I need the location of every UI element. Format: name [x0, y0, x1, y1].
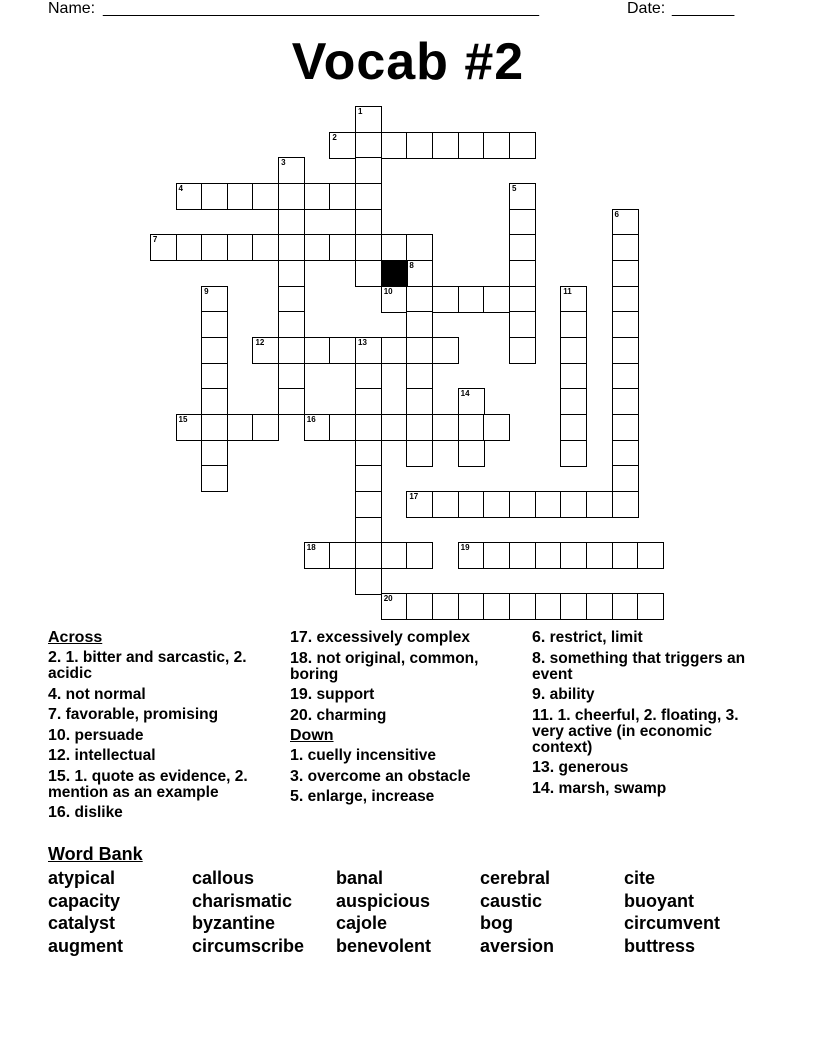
clue-text: 1. quote as evidence, 2. mention as an example	[48, 767, 248, 801]
crossword-cell[interactable]	[201, 183, 228, 210]
crossword-cell[interactable]	[432, 337, 459, 364]
clue-number: 9	[204, 286, 209, 296]
crossword-cell[interactable]	[406, 542, 433, 569]
down-heading: Down	[290, 727, 334, 744]
crossword-cell[interactable]	[406, 234, 433, 261]
crossword-cell[interactable]	[509, 542, 536, 569]
clue-column-1	[48, 630, 283, 826]
clue-number: 8	[409, 261, 414, 270]
crossword-cell[interactable]	[560, 311, 587, 338]
crossword-cell[interactable]	[355, 388, 382, 415]
crossword-cell[interactable]	[586, 542, 613, 569]
crossword-cell[interactable]	[329, 183, 356, 210]
crossword-cell[interactable]	[355, 106, 382, 133]
crossword-cell[interactable]	[355, 568, 382, 595]
clue-text: generous	[554, 759, 629, 776]
crossword-cell[interactable]	[355, 542, 382, 569]
crossword-cell[interactable]	[612, 209, 639, 236]
crossword-cell[interactable]	[432, 132, 459, 159]
crossword-cell[interactable]	[432, 593, 459, 620]
crossword-cell[interactable]	[278, 311, 305, 338]
clue-item	[290, 687, 520, 703]
crossword-cell[interactable]	[278, 260, 305, 287]
crossword-cell[interactable]	[458, 388, 485, 415]
crossword-cell[interactable]	[509, 234, 536, 261]
crossword-cell[interactable]	[304, 183, 331, 210]
clue-column-3	[532, 630, 772, 801]
clue-number: 1.	[290, 747, 304, 764]
clue-item	[532, 630, 772, 646]
clue-number: 19.	[290, 686, 313, 703]
crossword-cell[interactable]	[612, 311, 639, 338]
clue-item	[48, 805, 283, 821]
name-label: Name:	[48, 0, 96, 17]
word-bank-item: auspicious	[336, 890, 431, 911]
crossword-cell[interactable]	[329, 132, 356, 159]
crossword-cell[interactable]	[458, 132, 485, 159]
clue-number: 10.	[48, 726, 71, 744]
crossword-cell[interactable]	[483, 491, 510, 518]
word-bank-item: cerebral	[480, 868, 551, 888]
clue-text: persuade	[70, 726, 144, 744]
crossword-cell[interactable]	[355, 132, 382, 159]
clue-number: 4.	[48, 685, 62, 703]
clue-number: 13.	[532, 759, 555, 776]
crossword-cell[interactable]	[612, 337, 639, 364]
crossword-cell[interactable]	[560, 286, 587, 313]
clue-number: 7	[152, 235, 158, 245]
clue-item	[290, 708, 520, 724]
clue-item	[532, 708, 772, 756]
clue-number: 17.	[290, 629, 313, 646]
crossword-cell[interactable]	[227, 414, 254, 441]
crossword-cell[interactable]	[483, 414, 510, 441]
crossword-cell[interactable]	[432, 286, 459, 313]
crossword-cell[interactable]	[406, 414, 433, 441]
crossword-cell[interactable]	[535, 542, 562, 569]
crossword-cell[interactable]	[252, 183, 279, 210]
crossword-cell[interactable]	[612, 491, 639, 518]
crossword-cell[interactable]	[509, 183, 536, 210]
clue-number: 18.	[290, 649, 313, 667]
word-bank-item: cajole	[336, 913, 388, 934]
crossword-cell[interactable]	[304, 234, 331, 261]
clue-item	[532, 781, 772, 797]
across-heading: Across	[48, 629, 103, 646]
crossword-cell[interactable]	[278, 157, 305, 184]
clue-text: dislike	[70, 804, 123, 821]
clue-number: 1	[358, 107, 363, 117]
crossword-cell[interactable]	[432, 491, 459, 518]
crossword-cell[interactable]	[176, 234, 203, 261]
crossword-cell[interactable]	[201, 363, 228, 390]
word-bank-item: circumscribe	[192, 936, 305, 957]
clue-number: 4	[178, 184, 183, 194]
crossword-cell[interactable]	[483, 286, 510, 313]
clue-number: 12	[255, 337, 265, 347]
crossword-cell[interactable]	[355, 414, 382, 441]
crossword-cell[interactable]	[355, 209, 382, 236]
crossword-cell[interactable]	[483, 132, 510, 159]
word-bank-item: capacity	[48, 890, 121, 911]
crossword-cell[interactable]	[560, 593, 587, 620]
crossword-cell[interactable]	[432, 414, 459, 441]
word-bank-item: byzantine	[192, 913, 276, 934]
crossword-cell[interactable]	[278, 388, 305, 415]
clue-number: 20	[383, 594, 393, 604]
crossword-cell[interactable]	[304, 337, 331, 364]
word-bank-item: benevolent	[336, 936, 432, 957]
crossword-cell[interactable]	[252, 234, 279, 261]
word-bank-item: banal	[336, 868, 384, 888]
clue-text: intellectual	[70, 747, 156, 764]
crossword-cell[interactable]	[278, 234, 305, 261]
across-clue-list	[48, 650, 283, 821]
crossword-cell[interactable]	[586, 491, 613, 518]
clue-number: 6	[614, 209, 619, 219]
crossword-black-cell	[381, 260, 408, 287]
clue-number: 13	[358, 337, 367, 347]
word-bank-heading: Word Bank	[48, 844, 143, 864]
crossword-cell[interactable]	[329, 414, 356, 441]
clue-text: excessively complex	[312, 629, 470, 646]
clue-item	[290, 769, 520, 785]
crossword-cell[interactable]	[612, 234, 639, 261]
down-clue-list	[290, 748, 520, 805]
clue-number: 20.	[290, 706, 313, 724]
crossword-cell[interactable]	[458, 593, 485, 620]
clue-number: 9.	[532, 686, 546, 703]
crossword-cell[interactable]	[612, 286, 639, 313]
crossword-cell[interactable]	[406, 388, 433, 415]
crossword-cell[interactable]	[201, 465, 228, 492]
crossword-cell[interactable]	[509, 593, 536, 620]
crossword-cell[interactable]	[509, 491, 536, 518]
crossword-cell[interactable]	[278, 209, 305, 236]
clue-item	[48, 650, 283, 682]
page-title: Vocab #2	[291, 33, 525, 91]
crossword-cell[interactable]	[278, 183, 305, 210]
crossword-cell[interactable]	[612, 465, 639, 492]
crossword-cell[interactable]	[535, 491, 562, 518]
word-bank-item: aversion	[480, 936, 555, 957]
crossword-cell[interactable]	[355, 260, 382, 287]
clue-item	[48, 687, 283, 703]
clue-item	[48, 728, 283, 744]
crossword-cell[interactable]	[483, 593, 510, 620]
clue-text: something that triggers an event	[532, 649, 746, 683]
crossword-cell[interactable]	[381, 414, 408, 441]
crossword-cell[interactable]	[406, 311, 433, 338]
clue-number: 19	[460, 543, 470, 553]
clue-item	[290, 748, 520, 764]
crossword-cell[interactable]	[252, 337, 279, 364]
crossword-cell[interactable]	[381, 593, 408, 620]
crossword-cell[interactable]	[406, 132, 433, 159]
clue-number: 11	[563, 286, 572, 296]
clue-text: cuelly incensitive	[303, 747, 437, 764]
word-bank-item: caustic	[480, 890, 543, 911]
crossword-cell[interactable]	[381, 132, 408, 159]
crossword-cell[interactable]	[509, 311, 536, 338]
crossword-cell[interactable]	[483, 542, 510, 569]
crossword-cell[interactable]	[612, 260, 639, 287]
crossword-cell[interactable]	[612, 440, 639, 467]
crossword-cell[interactable]	[176, 414, 203, 441]
across-clue-list-continued	[290, 630, 520, 724]
crossword-cell[interactable]	[612, 542, 639, 569]
word-bank-item: charismatic	[192, 890, 293, 911]
crossword-cell[interactable]	[252, 414, 279, 441]
clue-text: charming	[312, 706, 387, 724]
word-bank-item: callous	[192, 868, 255, 888]
crossword-cell[interactable]	[201, 286, 228, 313]
crossword-cell[interactable]	[509, 337, 536, 364]
word-bank-item: catalyst	[48, 913, 116, 934]
crossword-cell[interactable]	[355, 491, 382, 518]
clue-number: 10	[383, 286, 393, 296]
crossword-cell[interactable]	[560, 440, 587, 467]
crossword-cell[interactable]	[458, 440, 485, 467]
clue-item	[532, 760, 772, 776]
clue-text: not original, common, boring	[290, 649, 479, 683]
crossword-cell[interactable]	[227, 183, 254, 210]
crossword-cell[interactable]	[304, 414, 331, 441]
crossword-cell[interactable]	[406, 363, 433, 390]
crossword-cell[interactable]	[355, 465, 382, 492]
crossword-cell[interactable]	[201, 414, 228, 441]
crossword-cell[interactable]	[509, 132, 536, 159]
clue-number: 17	[409, 491, 419, 501]
clue-text: enlarge, increase	[303, 788, 435, 805]
clue-number: 6.	[532, 629, 546, 646]
crossword-cell[interactable]	[201, 311, 228, 338]
clue-item	[532, 687, 772, 703]
clue-number: 5.	[290, 788, 304, 805]
crossword-cell[interactable]	[355, 517, 382, 544]
clue-item	[48, 769, 283, 801]
word-bank-item: atypical	[48, 868, 116, 888]
crossword-cell[interactable]	[406, 260, 433, 287]
word-bank-item: cite	[624, 868, 656, 888]
clue-number: 18	[306, 543, 316, 553]
crossword-cell[interactable]	[381, 234, 408, 261]
clue-number: 2	[332, 132, 337, 142]
crossword-cell[interactable]	[560, 363, 587, 390]
crossword-cell[interactable]	[458, 414, 485, 441]
crossword-cell[interactable]	[560, 542, 587, 569]
crossword-cell[interactable]	[637, 542, 664, 569]
crossword-cell[interactable]	[406, 337, 433, 364]
crossword-cell[interactable]	[560, 388, 587, 415]
clue-text: not normal	[61, 685, 146, 703]
clue-item	[48, 707, 283, 723]
crossword-cell[interactable]	[560, 337, 587, 364]
down-clue-list-continued	[532, 630, 772, 797]
crossword-cell[interactable]	[509, 209, 536, 236]
crossword-cell[interactable]	[560, 491, 587, 518]
crossword-cell[interactable]	[278, 337, 305, 364]
crossword-cell[interactable]	[612, 414, 639, 441]
clue-text: ability	[545, 686, 595, 703]
crossword-cell[interactable]	[329, 234, 356, 261]
word-bank-item: augment	[48, 936, 124, 957]
clue-column-2	[290, 630, 520, 810]
clue-text: marsh, swamp	[554, 779, 667, 797]
crossword-cell[interactable]	[201, 337, 228, 364]
clue-item	[290, 651, 520, 683]
crossword-cell[interactable]	[201, 440, 228, 467]
clue-number: 8.	[532, 649, 546, 667]
clue-number: 2.	[48, 649, 62, 666]
crossword-cell[interactable]	[406, 286, 433, 313]
word-bank-item: buoyant	[624, 890, 694, 911]
name-line[interactable]: _________________________________________________	[103, 0, 540, 17]
crossword-cell[interactable]	[406, 440, 433, 467]
crossword-cell[interactable]	[150, 234, 177, 261]
clue-text: 1. cheerful, 2. floating, 3. very active (in economic context)	[532, 706, 739, 756]
crossword-cell[interactable]	[381, 542, 408, 569]
word-bank-item: bog	[480, 913, 513, 934]
date-label: Date:	[627, 0, 666, 17]
crossword-cell[interactable]	[509, 286, 536, 313]
crossword-cell[interactable]	[355, 363, 382, 390]
clue-item	[48, 748, 283, 764]
crossword-cell[interactable]	[329, 542, 356, 569]
word-bank-item: circumvent	[624, 913, 721, 934]
crossword-cell[interactable]	[278, 286, 305, 313]
clue-number: 14.	[532, 779, 555, 797]
clue-number: 16.	[48, 804, 71, 821]
crossword-cell[interactable]	[612, 593, 639, 620]
clue-number: 7.	[48, 706, 62, 723]
clue-number: 16	[306, 414, 316, 424]
crossword-cell[interactable]	[509, 260, 536, 287]
clue-number: 3.	[290, 767, 304, 785]
clue-number: 15	[178, 414, 188, 424]
crossword-cell[interactable]	[586, 593, 613, 620]
clue-number: 12.	[48, 747, 71, 764]
crossword-cell[interactable]	[560, 414, 587, 441]
clue-item	[290, 630, 520, 646]
clue-item	[290, 789, 520, 805]
crossword-cell[interactable]	[278, 363, 305, 390]
clue-number: 3	[281, 158, 286, 168]
clue-text: support	[312, 686, 375, 703]
clue-number: 15.	[48, 767, 71, 785]
crossword-cell[interactable]	[355, 183, 382, 210]
word-bank-item: buttress	[624, 936, 696, 957]
crossword-cell[interactable]	[381, 286, 408, 313]
crossword-cell[interactable]	[355, 157, 382, 184]
crossword-cell[interactable]	[381, 337, 408, 364]
crossword-cell[interactable]	[227, 234, 254, 261]
crossword-cell[interactable]	[355, 337, 382, 364]
clue-number: 14	[460, 389, 470, 399]
crossword-cell[interactable]	[201, 234, 228, 261]
date-line[interactable]: _______	[672, 0, 735, 17]
clue-text: 1. bitter and sarcastic, 2. acidic	[48, 649, 247, 682]
clue-number: 5	[511, 184, 517, 194]
clue-text: restrict, limit	[545, 629, 643, 646]
crossword-cell[interactable]	[612, 388, 639, 415]
crossword-cell[interactable]	[458, 491, 485, 518]
crossword-cell[interactable]	[329, 337, 356, 364]
crossword-cell[interactable]	[176, 183, 203, 210]
crossword-cell[interactable]	[637, 593, 664, 620]
crossword-cell[interactable]	[355, 440, 382, 467]
crossword-cell[interactable]	[458, 542, 485, 569]
crossword-cell[interactable]	[304, 542, 331, 569]
clue-text: overcome an obstacle	[303, 767, 471, 785]
crossword-cell[interactable]	[201, 388, 228, 415]
crossword-cell[interactable]	[458, 286, 485, 313]
crossword-cell[interactable]	[612, 363, 639, 390]
clue-item	[532, 651, 772, 683]
clue-text: favorable, promising	[61, 706, 219, 723]
crossword-cell[interactable]	[406, 593, 433, 620]
crossword-cell[interactable]	[406, 491, 433, 518]
crossword-cell[interactable]	[535, 593, 562, 620]
clue-number: 11.	[532, 706, 554, 724]
crossword-cell[interactable]	[355, 234, 382, 261]
